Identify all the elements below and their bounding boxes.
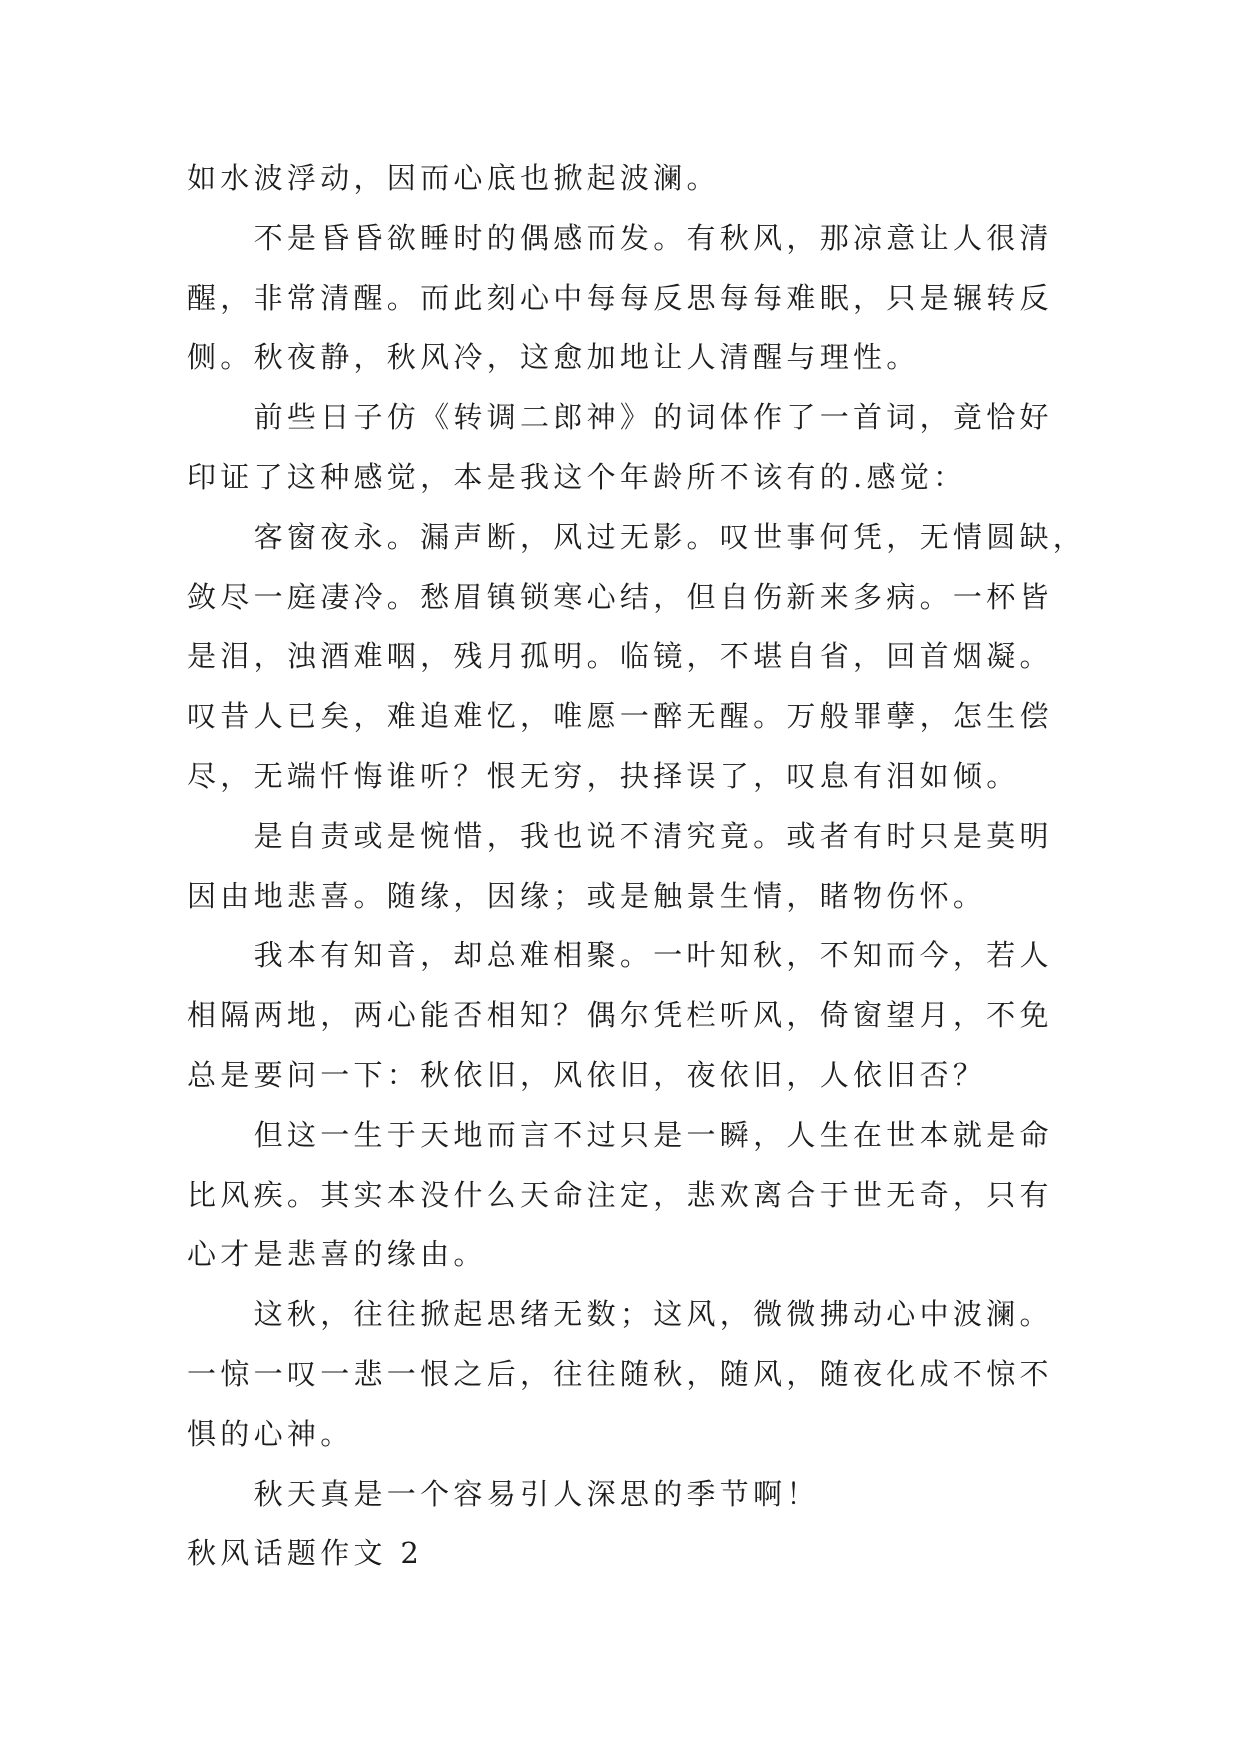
text-line: 一惊一叹一悲一恨之后，往往随秋，随风，随夜化成不惊不 (187, 1356, 1053, 1391)
paragraph (187, 926, 1107, 1105)
section-heading: 秋风话题作文 2 (187, 1536, 424, 1571)
text-line: 这秋，往往掀起思绪无数；这风，微微拂动心中波澜。 (253, 1297, 1053, 1332)
text-line: 我本有知音，却总难相聚。一叶知秋，不知而今，若人 (253, 938, 1053, 973)
poem-paragraph (187, 508, 1107, 807)
text-line: 秋天真是一个容易引人深思的季节啊！ (253, 1476, 820, 1511)
text-line: 印证了这种感觉，本是我这个年龄所不该有的.感觉： (187, 459, 967, 494)
text-line: 比风疾。其实本没什么天命注定，悲欢离合于世无奇，只有 (187, 1177, 1053, 1212)
text-line: 相隔两地，两心能否相知？偶尔凭栏听风，倚窗望月，不免 (187, 998, 1053, 1033)
document-body (187, 149, 1107, 1584)
text-line: 如水波浮动，因而心底也掀起波澜。 (187, 161, 720, 195)
paragraph (187, 1106, 1107, 1285)
text-line: 客窗夜永。漏声断，风过无影。叹世事何凭，无情圆缺， (253, 519, 1087, 554)
text-line: 醒，非常清醒。而此刻心中每每反思每每难眠，只是辗转反 (187, 280, 1053, 315)
text-line: 不是昏昏欲睡时的偶感而发。有秋风，那凉意让人很清 (253, 220, 1053, 255)
text-line: 因由地悲喜。随缘，因缘；或是触景生情，睹物伤怀。 (187, 878, 987, 913)
text-line: 心才是悲喜的缘由。 (187, 1237, 487, 1272)
text-line: 叹昔人已矣，难追难忆，唯愿一醉无醒。万般罪孽，怎生偿 (187, 699, 1053, 734)
paragraph (187, 1285, 1107, 1464)
text-line: 但这一生于天地而言不过只是一瞬，人生在世本就是命 (253, 1117, 1053, 1152)
text-line: 前些日子仿《转调二郎神》的词体作了一首词，竟恰好 (253, 400, 1053, 435)
paragraph (187, 149, 1107, 209)
text-line: 敛尽一庭凄冷。愁眉镇锁寒心结，但自伤新来多病。一杯皆 (187, 579, 1053, 614)
text-line: 总是要问一下：秋依旧，风依旧，夜依旧，人依旧否？ (187, 1057, 987, 1092)
text-line: 惧的心神。 (187, 1416, 354, 1451)
text-line: 是自责或是惋惜，我也说不清究竟。或者有时只是莫明 (253, 818, 1053, 853)
text-line: 是泪，浊酒难咽，残月孤明。临镜，不堪自省，回首烟凝。 (187, 639, 1053, 674)
paragraph (187, 388, 1107, 508)
text-line: 侧。秋夜静，秋风冷，这愈加地让人清醒与理性。 (187, 340, 920, 375)
paragraph (187, 209, 1107, 388)
paragraph (187, 807, 1107, 927)
text-line: 尽，无端忏悔谁听？恨无穷，抉择误了，叹息有泪如倾。 (187, 758, 1020, 793)
paragraph (187, 1465, 1107, 1525)
